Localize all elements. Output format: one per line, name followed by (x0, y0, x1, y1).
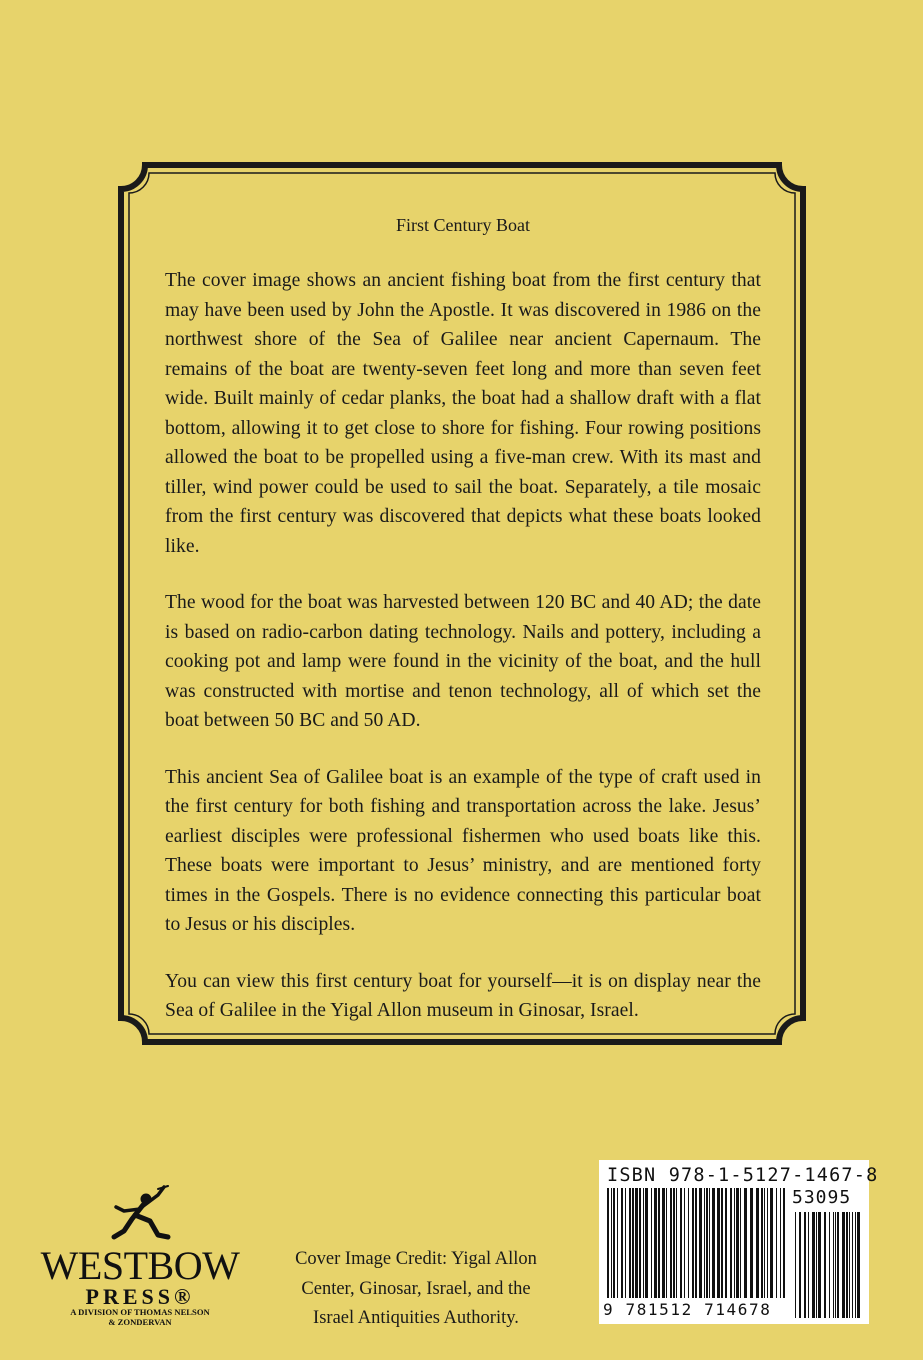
barcode-bar (662, 1188, 665, 1298)
division-line-1: A DIVISION OF THOMAS NELSON (70, 1307, 210, 1317)
barcode-addon-bar (855, 1212, 856, 1318)
barcode-bar (676, 1188, 677, 1298)
barcode-addon-bar (795, 1212, 796, 1318)
price-code: 53095 (792, 1187, 852, 1208)
barcode-bar (740, 1188, 741, 1298)
barcode-bar (692, 1188, 694, 1298)
barcode-bar (706, 1188, 708, 1298)
barcode-addon-bar (816, 1212, 817, 1318)
publisher-logo (40, 1185, 240, 1335)
barcode-addon-bar (835, 1212, 836, 1318)
publisher-name: WESTBOW (40, 1243, 240, 1288)
barcode-addon-bar (829, 1212, 830, 1318)
barcode-bar (635, 1188, 638, 1298)
frame-content (165, 209, 761, 1053)
barcode-addon-bar (818, 1212, 821, 1318)
publisher-division (40, 1307, 240, 1327)
barcode-bar (764, 1188, 765, 1298)
barcode-addon-bar (833, 1212, 834, 1318)
barcode-addon-bar (842, 1212, 845, 1318)
barcode-bar (607, 1188, 609, 1298)
barcode-bar (684, 1188, 685, 1298)
barcode-bar (776, 1188, 777, 1298)
barcode-addon-bar (857, 1212, 860, 1318)
barcode-bar (617, 1188, 618, 1298)
barcode-bar (611, 1188, 612, 1298)
barcode-bar (625, 1188, 626, 1298)
barcode-bar (673, 1188, 675, 1298)
credit-line-2: Center, Ginosar, Israel, and the (301, 1278, 531, 1299)
barcode-bar (767, 1188, 768, 1298)
division-line-2: & ZONDERVAN (108, 1317, 172, 1327)
barcode-addon-bar (852, 1212, 853, 1318)
section-title: First Century Boat (396, 215, 530, 235)
barcode-addon-bar (824, 1212, 826, 1318)
barcode-addon-bar (837, 1212, 839, 1318)
isbn-number: ISBN 978-1-5127-1467-8 (607, 1165, 879, 1186)
barcode-bar (780, 1188, 781, 1298)
barcode-addon-bar (799, 1212, 801, 1318)
barcode-bar (725, 1188, 727, 1298)
barcode-bar (712, 1188, 715, 1298)
paragraph-3: This ancient Sea of Galilee boat is an example of the type of craft used in the first century for both fishing and transportation across the lake. Jesus’ earliest disciples were professional fishermen who used boats like this. These boats were important to Jesus’ ministry, and are mentioned forty times in the Gospels. There is no evidence connecting this particular boat to Jesus or his disciples. (165, 766, 761, 935)
barcode-addon-bar (846, 1212, 848, 1318)
credit-line-3: Israel Antiquities Authority. (313, 1308, 519, 1328)
barcode-bar (658, 1188, 660, 1298)
barcode-bar (688, 1188, 689, 1298)
barcode-bar (643, 1188, 644, 1298)
barcode-bar (651, 1188, 652, 1298)
barcode-bar (756, 1188, 759, 1298)
barcode-bar (736, 1188, 739, 1298)
ean-digits: 9 781512 714678 (603, 1300, 772, 1319)
isbn-barcode (599, 1160, 879, 1324)
barcode-bar (761, 1188, 763, 1298)
barcode-bar (704, 1188, 705, 1298)
barcode-bar (699, 1188, 702, 1298)
runner-figure-icon (40, 1185, 240, 1245)
barcode-bar (717, 1188, 720, 1298)
barcode-bar (721, 1188, 723, 1298)
barcode-bar (666, 1188, 667, 1298)
barcode-bar (770, 1188, 773, 1298)
barcode-bar (629, 1188, 631, 1298)
publisher-name-press: PRESS® (85, 1284, 195, 1309)
barcode-bar (632, 1188, 634, 1298)
paragraph-1: The cover image shows an ancient fishing boat from the first century that may have been used by John the Apostle. It was discovered in 1986 on the northwest shore of the Sea of Galilee near ancient Capernaum. The remains of the boat are twenty-seven feet long and more than seven feet wide. Built mainly of cedar planks, the boat had a shallow draft with a flat bottom, allowing it to get close to shore for fishing. Four rowing positions allowed the boat to be propelled using a five-man crew. With its mast and tiller, wind power could be used to sail the boat. Separately, a tile mosaic from the first century was discovered that depicts what these boats looked like. (165, 270, 761, 557)
text-frame (117, 161, 807, 1046)
barcode-bar (744, 1188, 747, 1298)
barcode-bar (750, 1188, 753, 1298)
barcode-bar (730, 1188, 732, 1298)
barcode-bar (695, 1188, 697, 1298)
cover-image-credit (276, 1245, 556, 1334)
paragraph-4: You can view this first century boat for yourself—it is on display near the Sea of Galilee in the Yigal Allon museum in Ginosar, Israel. (165, 970, 761, 1021)
barcode-bar (680, 1188, 682, 1298)
barcode-bar (734, 1188, 735, 1298)
barcode-bar (621, 1188, 623, 1298)
barcode-bar (613, 1188, 615, 1298)
barcode-bar (783, 1188, 785, 1298)
barcode-bar (645, 1188, 648, 1298)
barcode-bar (709, 1188, 710, 1298)
barcode-bar (670, 1188, 672, 1298)
barcode-addon-bar (849, 1212, 850, 1318)
barcode-addon-bar (812, 1212, 815, 1318)
barcode-bar (654, 1188, 657, 1298)
paragraph-2: The wood for the boat was harvested between 120 BC and 40 AD; the date is based on radio-carbon dating technology. Nails and pottery, including a cooking pot and lamp were found in the vicinity of the boat, and the hull was constructed with mortise and tenon technology, all of which set the boat between 50 BC and 50 AD. (165, 592, 761, 731)
barcode-addon-bar (804, 1212, 806, 1318)
credit-line-1: Cover Image Credit: Yigal Allon (295, 1249, 537, 1269)
barcode-addon-bar (808, 1212, 809, 1318)
barcode-bar (639, 1188, 641, 1298)
